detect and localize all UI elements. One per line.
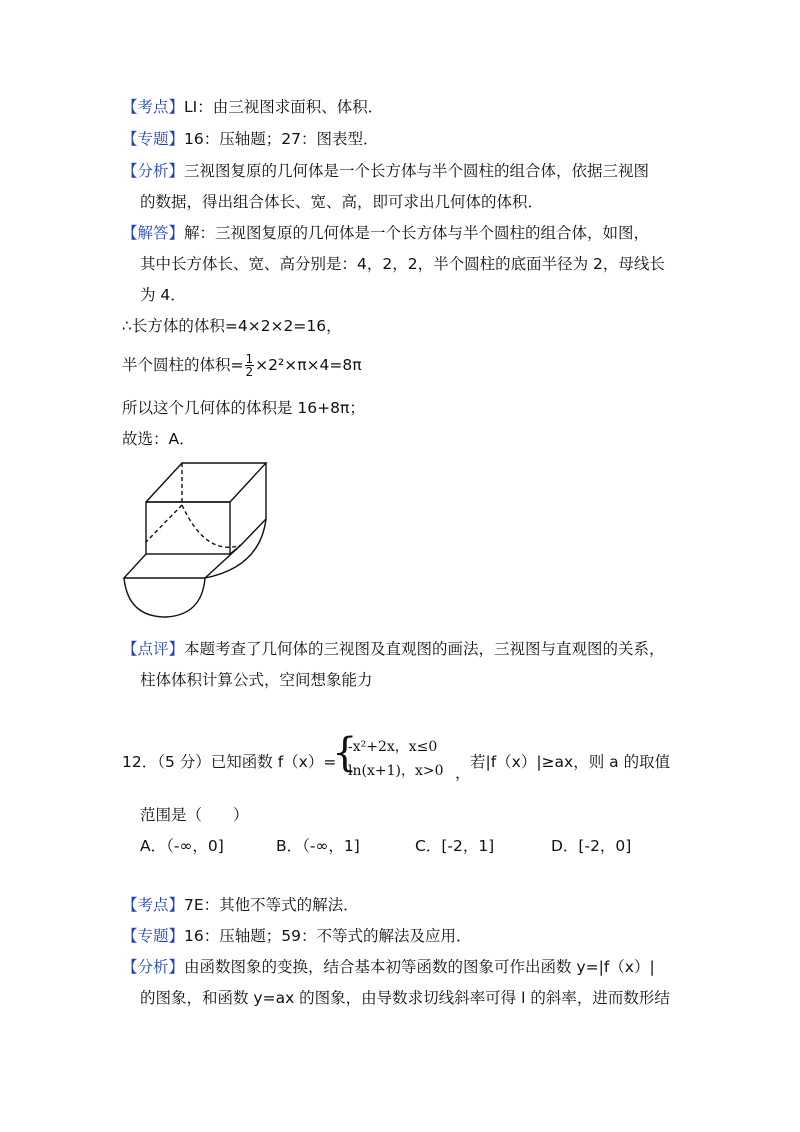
q12-stem-line-2: 范围是（ ）	[140, 806, 249, 824]
option-a: A．（-∞，0]	[140, 837, 224, 855]
kaodian-tag: 【考点】	[122, 98, 185, 116]
dianping-line-2: 柱体体积计算公式，空间想象能力	[140, 671, 373, 689]
fraction	[245, 353, 255, 378]
fenxi-tag: 【分析】	[122, 162, 185, 180]
fraction-denominator: 2	[245, 365, 254, 379]
zhuanti-text: 16：压轴题；27：图表型．	[184, 130, 379, 148]
q12-fenxi-text-1: 由函数图象的变换，结合基本初等函数的图象可作出函数 y=|f（x）|	[184, 958, 655, 976]
hidden-arc	[182, 505, 241, 547]
q12-kaodian-tag: 【考点】	[122, 896, 185, 914]
option-b: B．（-∞，1]	[276, 837, 360, 855]
calc-half-cylinder-volume	[122, 353, 362, 378]
q12-kaodian-text: 7E：其他不等式的解法．	[184, 896, 359, 914]
q12-zhuanti-tag: 【专题】	[122, 927, 185, 945]
fenxi-line-2: 的数据，得出组合体长、宽、高，即可求出几何体的体积．	[140, 193, 544, 211]
dianping-tag: 【点评】	[122, 640, 185, 658]
q12-stem-post: 若|f（x）|≥ax，则 a 的取值	[470, 753, 671, 771]
fenxi-line-1	[122, 160, 649, 182]
jieda-tag: 【解答】	[122, 224, 185, 242]
hidden-edge	[146, 505, 182, 542]
answer-choice: 故选：A．	[122, 430, 195, 448]
option-c: C．[-2，1]	[415, 837, 495, 855]
calc-cuboid-volume: ∴长方体的体积=4×2×2=16，	[122, 317, 342, 335]
calc2-post: ×2²×π×4=8π	[255, 356, 362, 374]
jieda-text-1: 解：三视图复原的几何体是一个长方体与半个圆柱的组合体，如图，	[184, 224, 650, 242]
fraction-numerator: 1	[245, 352, 254, 366]
q12-zhuanti-text: 16：压轴题；59：不等式的解法及应用．	[184, 927, 472, 945]
dianping-line-1	[122, 638, 665, 660]
option-d: D．[-2，0]	[551, 837, 632, 855]
cuboid-front-face	[146, 502, 230, 554]
solid-figure	[110, 455, 280, 625]
q12-fenxi-tag: 【分析】	[122, 958, 185, 976]
piecewise-case-2: ln(x+1)，x>0	[348, 763, 444, 779]
zhuanti-tag: 【专题】	[122, 130, 185, 148]
cuboid-top-face	[146, 463, 266, 502]
jieda-line-3: 为 4．	[140, 286, 186, 304]
dianping-text-1: 本题考查了几何体的三视图及直观图的画法，三视图与直观图的关系，	[184, 640, 665, 658]
q12-zhuanti-line	[122, 925, 471, 947]
kaodian-line	[122, 96, 383, 118]
q12-fenxi-line-2: 的图象，和函数 y=ax 的图象，由导数求切线斜率可得 l 的斜率，进而数形结	[140, 989, 670, 1007]
piecewise-brace: {	[332, 730, 358, 776]
calc-total-volume: 所以这个几何体的体积是 16+8π；	[122, 399, 365, 417]
cylinder-front-arc	[124, 578, 205, 617]
cuboid-right-face	[241, 463, 266, 545]
kaodian-text: LI：由三视图求面积、体积．	[184, 98, 384, 116]
q12-stem-pre: 12．（5 分）已知函数 f（x）=	[122, 753, 337, 771]
jieda-line-1	[122, 222, 649, 244]
piecewise-comma: ，	[455, 764, 471, 782]
jieda-line-2: 其中长方体长、宽、高分别是：4，2，2，半个圆柱的底面半径为 2，母线长	[140, 255, 665, 273]
calc2-pre: 半个圆柱的体积=	[122, 356, 244, 374]
q12-fenxi-line-1	[122, 956, 655, 978]
zhuanti-line	[122, 128, 378, 150]
q12-kaodian-line	[122, 894, 359, 916]
piecewise-case-1: -x²+2x，x≤0	[348, 739, 438, 755]
fenxi-text-1: 三视图复原的几何体是一个长方体与半个圆柱的组合体，依据三视图	[184, 162, 650, 180]
